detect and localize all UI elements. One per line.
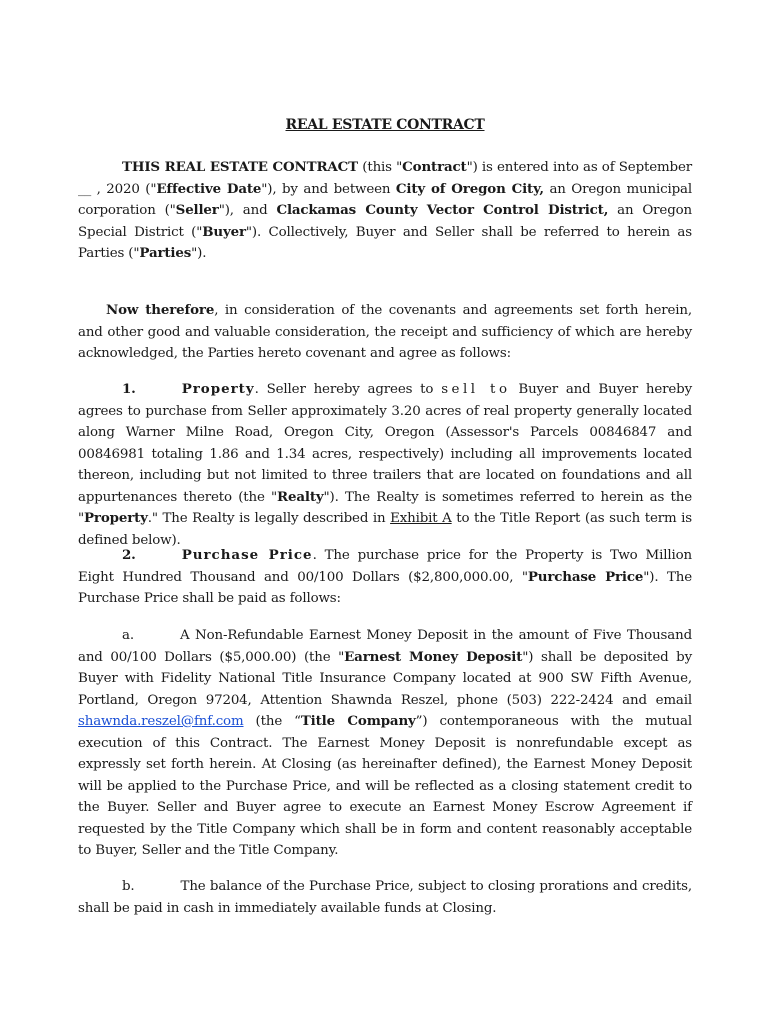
intro-text: "), and	[218, 203, 277, 218]
section-text: . The purchase price for the Property is Two Million Eight Hundred Thousand and 00/100 Dollars ($2,800,000.00, "	[78, 548, 692, 585]
now-therefore-paragraph	[78, 300, 692, 365]
defined-term-purchase-price: Purchase Price	[527, 568, 644, 585]
defined-term-seller: Seller	[175, 202, 219, 218]
section-text: "). The Realty is sometimes referred to herein as the "	[78, 489, 692, 526]
section-text: "). The Purchase Price shall be paid as follows:	[78, 569, 693, 606]
section-2-purchase-price	[78, 545, 692, 610]
section-text: sell to	[441, 382, 511, 397]
defined-term-title-company: Title Company	[300, 713, 416, 729]
document-title: REAL ESTATE CONTRACT	[285, 117, 485, 133]
intro-paragraph	[78, 157, 692, 265]
defined-term-buyer: Buyer	[202, 223, 246, 240]
now-therefore-lead: Now therefore	[106, 302, 215, 318]
intro-text: ") is entered into as of September __ , 2020 ("	[78, 160, 693, 197]
intro-lead: THIS REAL ESTATE CONTRACT	[122, 159, 358, 175]
defined-term-realty: Realty	[277, 488, 324, 505]
seller-name: City of Oregon City,	[395, 180, 544, 197]
intro-text: "), by and between	[261, 181, 396, 197]
section-text: The balance of the Purchase Price, subject to closing prorations and credits, shall be paid in cash in immediately available funds at Closing.	[78, 879, 692, 916]
section-2b-balance	[78, 876, 692, 919]
defined-term-property: Property	[84, 510, 148, 526]
section-2a-earnest-money	[78, 625, 692, 862]
intro-text: "). Collectively, Buyer and Seller shall be referred to herein as Parties ("	[78, 224, 692, 261]
section-text: (the “	[243, 714, 301, 729]
subsection-letter: a.	[122, 628, 134, 643]
section-number: 2.	[122, 547, 136, 563]
section-text: Buyer and Buyer hereby agrees to purchase from Seller approximately 3.20 acres of real property generally located along Warner Milne Road, Oregon City, Oregon (Assessor's Parcels 00846847 and 00846981 totaling 1.86 and 1.34 acres, respectively) including all improvements located thereon, including but not limited to three trailers that are located on foundations and all appurtenances thereto (the "	[78, 382, 693, 505]
buyer-name: Clackamas County Vector Control District,	[276, 202, 609, 218]
section-text: ”) contemporaneous with the mutual execution of this Contract. The Earnest Money Deposit is nonrefundable except as expressly set forth herein. At Closing (as hereinafter defined), the Earnest Money Deposit will be applied to the Purchase Price, and will be reflected as a closing statement credit to the Buyer. Seller and Buyer agree to execute an Earnest Money Escrow Agreement if requested by the Title Company which shall be in form and content reasonably acceptable to Buyer, Seller and the Title Company.	[78, 714, 692, 858]
section-text: ") shall be deposited by Buyer with Fidelity National Title Insurance Company located at 900 SW Fifth Avenue, Portland, Oregon 97204, Attention Shawnda Reszel, phone (503) 222-2424 and email	[78, 649, 692, 708]
intro-text: an Oregon Special District ("	[78, 203, 693, 240]
defined-term-parties: Parties	[139, 245, 192, 261]
section-text: . Seller hereby agrees to	[254, 382, 442, 397]
defined-term-effective-date: Effective Date	[156, 180, 262, 197]
section-text: A Non-Refundable Earnest Money Deposit in the amount of Five Thousand and 00/100 Dollars ($5,000.00) (the "	[78, 628, 692, 665]
intro-text: (this "	[358, 160, 403, 175]
section-text: to the Title Report (as such term is defined below).	[78, 511, 693, 548]
section-number: 1.	[122, 381, 136, 397]
now-therefore-text: , in consideration of the covenants and agreements set forth herein, and other good and valuable consideration, the receipt and sufficiency of which are hereby acknowledged, the Parties hereto covenant and agree as follows:	[78, 303, 692, 361]
intro-text: ").	[191, 246, 207, 261]
defined-term-earnest-money-deposit: Earnest Money Deposit	[344, 648, 523, 665]
subsection-letter: b.	[122, 879, 135, 894]
section-heading: Property	[181, 381, 255, 397]
section-1-property	[78, 379, 692, 551]
intro-text: an Oregon municipal corporation ("	[78, 181, 692, 218]
section-text: ." The Realty is legally described in	[147, 511, 391, 526]
defined-term-contract: Contract	[402, 159, 467, 175]
exhibit-a-reference: Exhibit A	[390, 511, 452, 526]
email-link[interactable]: shawnda.reszel@fnf.com	[78, 714, 244, 729]
section-heading: Purchase Price	[181, 547, 313, 563]
